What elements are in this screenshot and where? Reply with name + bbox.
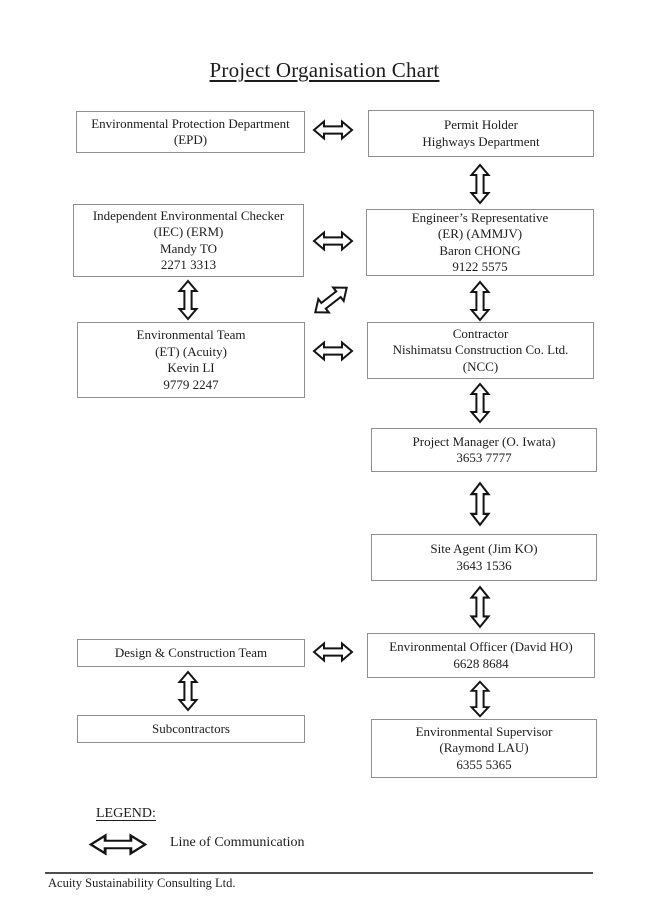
node-line: 6628 8684 bbox=[453, 655, 509, 671]
connector-design-team-subcontractors bbox=[177, 670, 199, 712]
node-line: 2271 3313 bbox=[160, 257, 217, 272]
node-line: Kevin LI bbox=[167, 360, 215, 375]
double-arrow-icon bbox=[307, 278, 355, 322]
double-arrow-icon bbox=[312, 119, 354, 141]
double-arrow-icon bbox=[469, 680, 491, 718]
node-line: Engineer’s Representative bbox=[411, 209, 549, 225]
node-line: 9122 5575 bbox=[452, 259, 508, 274]
node-line: Environmental Protection Department bbox=[91, 115, 290, 131]
node-environmental-supervisor bbox=[371, 719, 597, 778]
node-line: Environmental Supervisor bbox=[415, 723, 553, 739]
connector-engineers-rep-contractor bbox=[469, 280, 491, 322]
node-line: Permit Holder bbox=[443, 117, 518, 132]
node-line: Highways Department bbox=[422, 133, 540, 149]
double-arrow-icon bbox=[312, 340, 354, 362]
page-title-text: Project Organisation Chart bbox=[209, 58, 440, 82]
node-subcontractors bbox=[77, 715, 305, 743]
node-line: Project Manager (O. Iwata) bbox=[412, 433, 556, 449]
node-environmental-protection-department bbox=[76, 111, 305, 153]
node-line: Mandy TO bbox=[160, 240, 217, 256]
page-title bbox=[0, 58, 649, 83]
connector-project-manager-site-agent bbox=[469, 481, 491, 527]
node-environmental-officer bbox=[367, 633, 595, 678]
node-line: Contractor bbox=[452, 325, 509, 341]
node-line: (IEC) (ERM) bbox=[153, 224, 224, 239]
double-arrow-icon bbox=[469, 382, 491, 424]
node-line: (EPD) bbox=[173, 132, 208, 147]
node-contractor bbox=[367, 322, 594, 379]
node-line: 6355 5365 bbox=[456, 756, 512, 772]
node-line: 3653 7777 bbox=[456, 450, 512, 465]
node-design-construction-team bbox=[77, 639, 305, 667]
connector-contractor-project-manager bbox=[469, 382, 491, 424]
double-arrow-icon bbox=[177, 279, 199, 321]
double-arrow-icon bbox=[469, 481, 491, 527]
node-line: Environmental Team bbox=[136, 327, 246, 342]
connector-site-agent-env-officer bbox=[469, 585, 491, 629]
node-independent-environmental-checker bbox=[73, 204, 304, 277]
connector-iec-engineers-rep bbox=[312, 230, 354, 252]
double-arrow-icon bbox=[469, 163, 491, 205]
double-arrow-icon bbox=[312, 230, 354, 252]
legend-heading: LEGEND: bbox=[96, 806, 156, 821]
node-line: (NCC) bbox=[462, 358, 499, 374]
node-engineers-representative bbox=[366, 209, 594, 276]
connector-design-team-env-officer bbox=[312, 641, 354, 663]
legend-line-of-communication-label: Line of Communication bbox=[170, 835, 305, 850]
node-site-agent bbox=[371, 534, 597, 581]
node-line: (ER) (AMMJV) bbox=[437, 226, 523, 241]
node-line: Design & Construction Team bbox=[114, 644, 268, 660]
connector-env-officer-env-supervisor bbox=[469, 680, 491, 718]
node-line: Nishimatsu Construction Co. Ltd. bbox=[392, 342, 569, 358]
node-permit-holder bbox=[368, 110, 594, 157]
connector-epd-permit-holder bbox=[312, 119, 354, 141]
double-arrow-icon bbox=[469, 585, 491, 629]
node-line: Site Agent (Jim KO) bbox=[430, 541, 538, 556]
double-arrow-icon bbox=[469, 280, 491, 322]
connector-iec-env-team bbox=[177, 279, 199, 321]
node-line: Environmental Officer (David HO) bbox=[389, 639, 573, 654]
node-line: (Raymond LAU) bbox=[439, 740, 529, 756]
legend-double-arrow-icon bbox=[88, 833, 148, 856]
node-line: 9779 2247 bbox=[163, 376, 219, 392]
connector-env-team-contractor bbox=[312, 340, 354, 362]
connector-permit-holder-engineers-rep bbox=[469, 163, 491, 205]
node-environmental-team bbox=[77, 322, 305, 398]
node-project-manager bbox=[371, 428, 597, 472]
footer-company-name: Acuity Sustainability Consulting Ltd. bbox=[48, 876, 236, 890]
node-line: (ET) (Acuity) bbox=[155, 343, 227, 359]
double-arrow-icon bbox=[312, 641, 354, 663]
footer-divider bbox=[45, 872, 593, 874]
connector-env-team-engineers-rep bbox=[307, 278, 355, 322]
node-line: Subcontractors bbox=[152, 720, 230, 736]
double-arrow-icon bbox=[177, 670, 199, 712]
node-line: Independent Environmental Checker bbox=[92, 207, 285, 223]
node-line: Baron CHONG bbox=[439, 242, 521, 258]
double-arrow-icon bbox=[88, 833, 148, 856]
node-line: 3643 1536 bbox=[456, 557, 512, 573]
